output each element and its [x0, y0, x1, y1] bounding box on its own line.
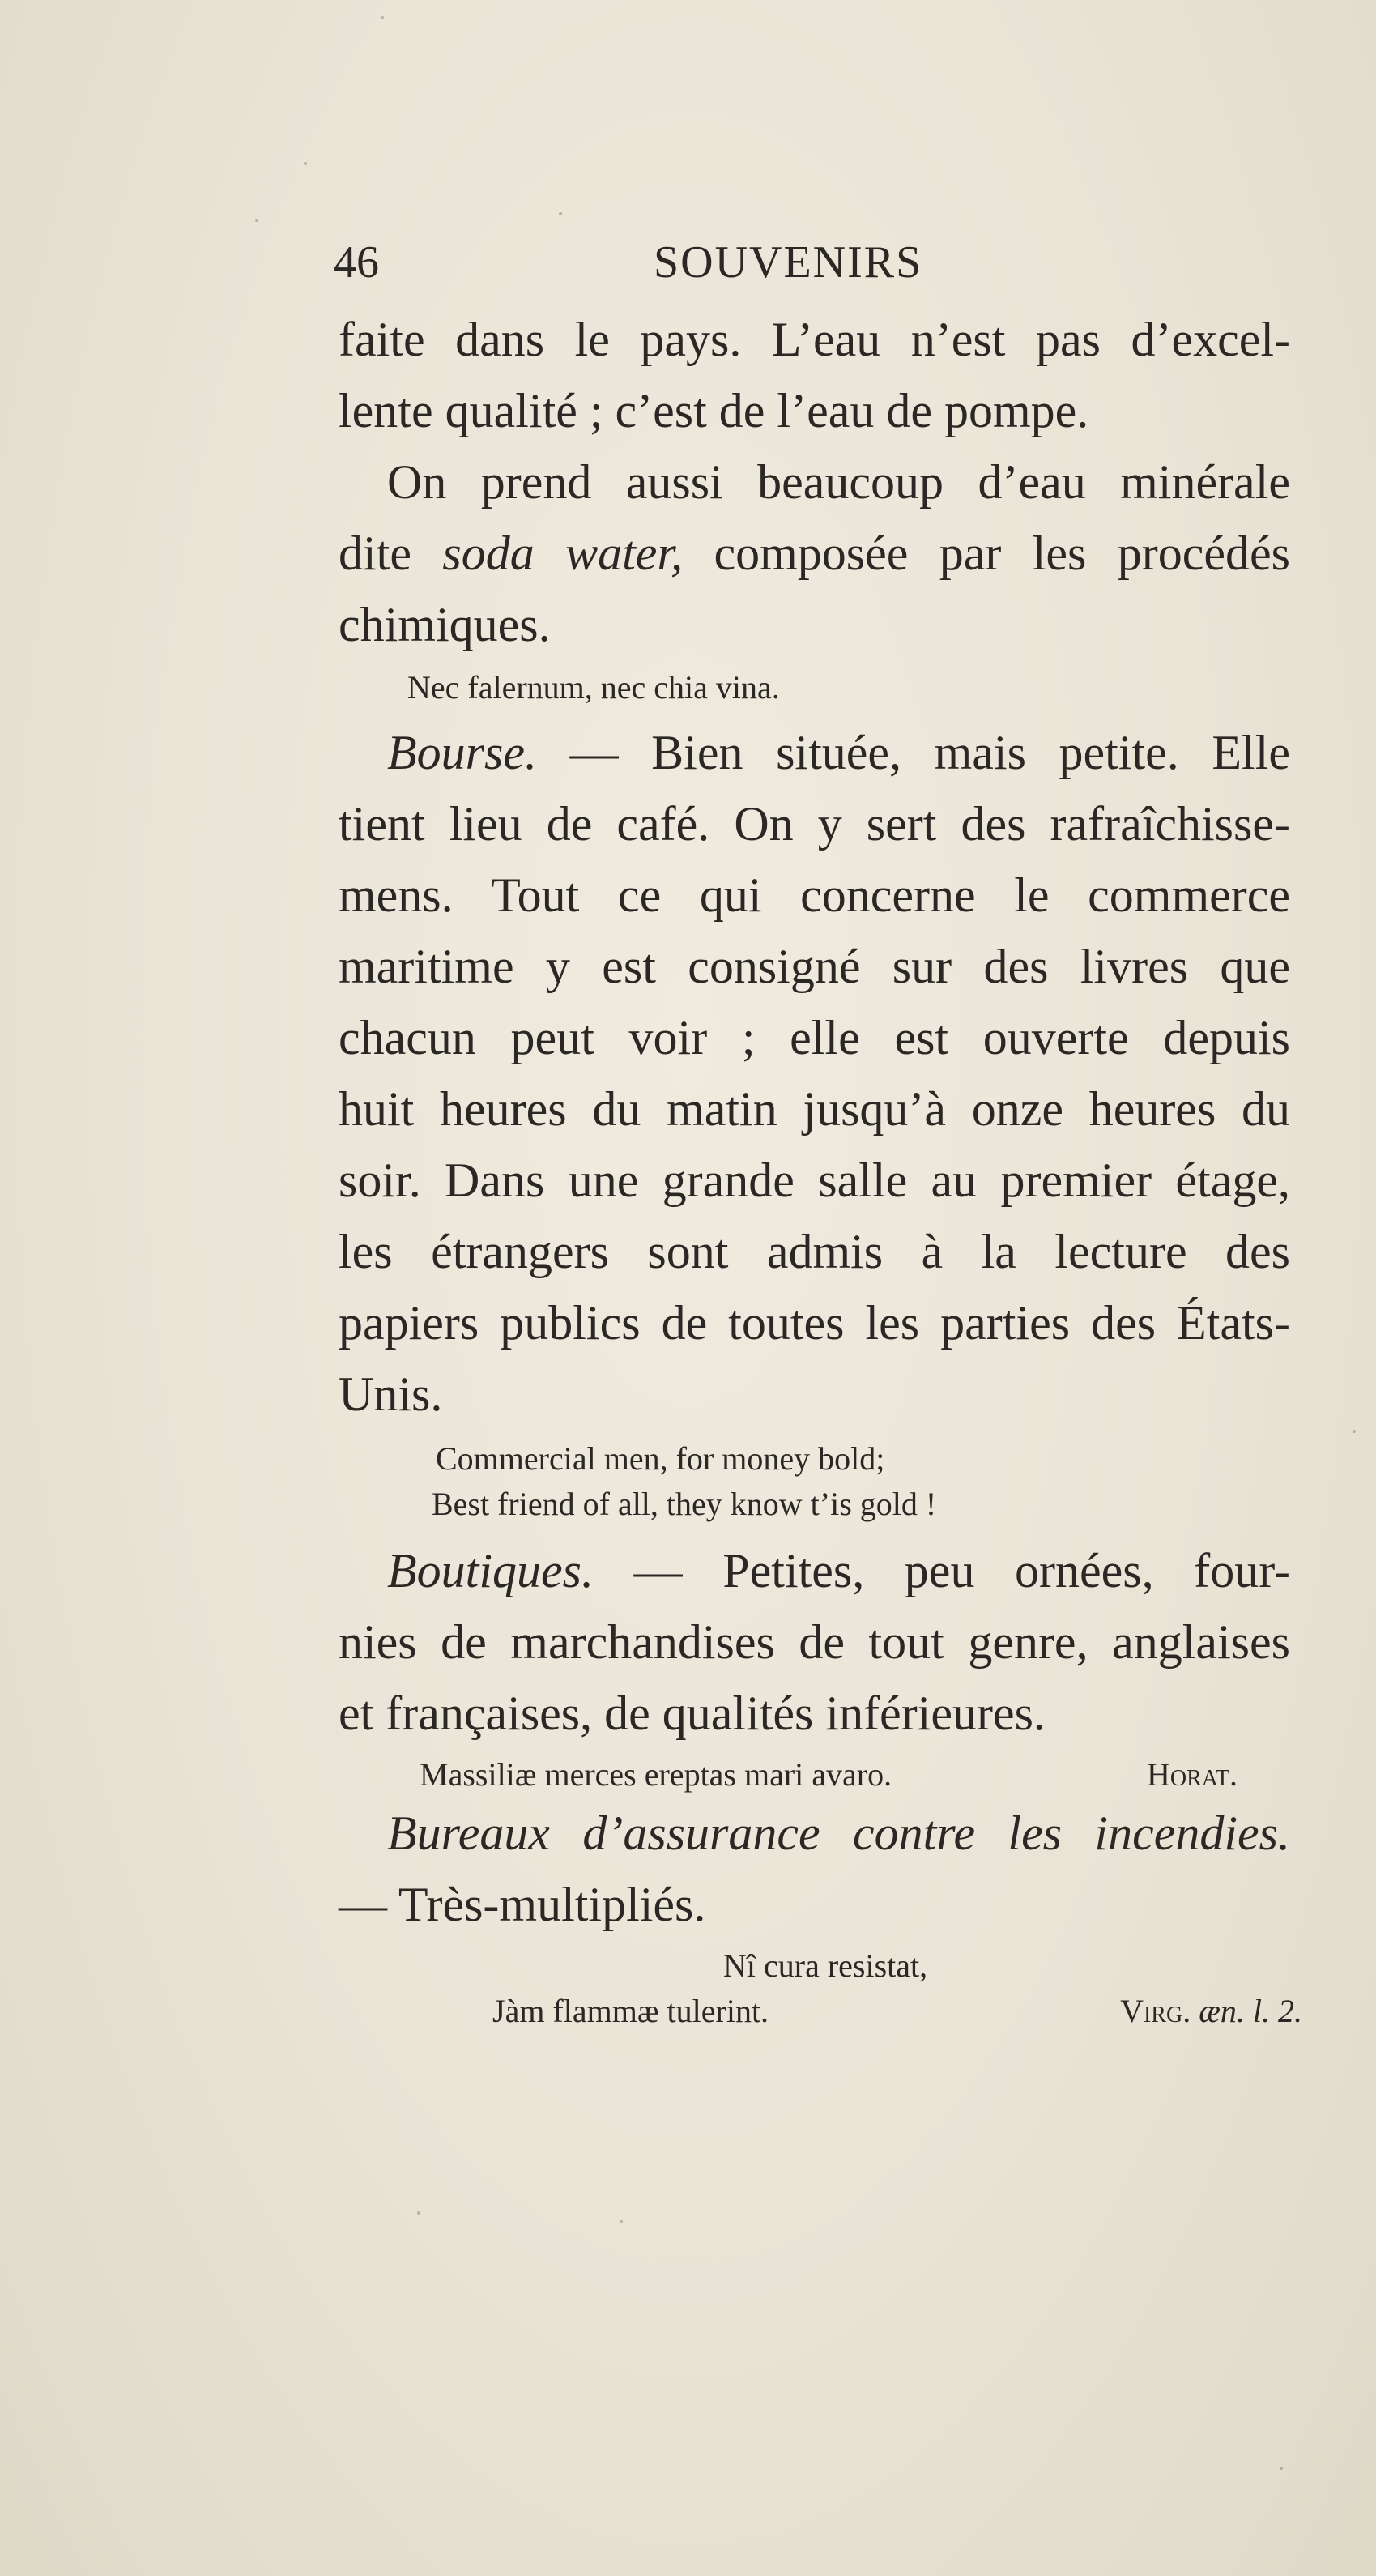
text-line: maritime y est consigné sur des livres que — [339, 940, 1290, 993]
text-fragment: — Petites, peu ornées, four- — [593, 1544, 1290, 1597]
text-line: chimiques. — [339, 598, 551, 651]
text-line: et françaises, de qualités inférieures. — [339, 1687, 1046, 1740]
quote-author: Virg. — [1120, 1993, 1191, 2029]
paper-speck — [304, 162, 307, 165]
text-fragment: composée par les procédés — [683, 527, 1290, 580]
paper-speck — [1353, 1430, 1356, 1433]
running-title: SOUVENIRS — [654, 237, 923, 288]
page-body — [339, 304, 1302, 2034]
epigraph-quote: Best friend of all, they know t’is gold ! — [432, 1486, 937, 1522]
quote-text: Massiliæ merces ereptas mari avaro. — [420, 1756, 892, 1793]
quote-ref: æn. l. 2. — [1191, 1993, 1302, 2029]
paper-speck — [1280, 2467, 1283, 2470]
text-line: huit heures du matin jusqu’à onze heures du — [339, 1082, 1290, 1136]
quote-text: Jàm flammæ tulerint. — [492, 1993, 769, 2029]
section-label-bureaux: Bureaux d’assurance contre les incendies. — [387, 1806, 1290, 1860]
quote-reference — [1120, 1989, 1302, 2034]
page-header — [334, 237, 1297, 301]
text-line — [339, 518, 1290, 589]
epigraph-quote: Nec falernum, nec chia vina. — [407, 669, 780, 706]
text-line: faite dans le pays. L’eau n’est pas d’excel- — [339, 313, 1290, 366]
text-line: nies de marchandises de tout genre, anglaises — [339, 1615, 1290, 1669]
text-line: tient lieu de café. On y sert des rafraîchisse- — [339, 797, 1290, 851]
text-fragment: — Bien située, mais petite. Elle — [536, 726, 1290, 779]
paper-speck — [417, 2211, 420, 2215]
text-line: chacun peut voir ; elle est ouverte depuis — [339, 1011, 1290, 1064]
text-line: — Très-multipliés. — [339, 1878, 706, 1931]
text-line: On prend aussi beaucoup d’eau minérale — [387, 455, 1290, 509]
text-line: les étrangers sont admis à la lecture des — [339, 1225, 1290, 1278]
quote-author: Horat. — [1146, 1756, 1238, 1793]
paper-speck — [381, 16, 384, 19]
text-line: Unis. — [339, 1367, 443, 1421]
epigraph-quote: Nî cura resistat, — [723, 1947, 928, 1984]
section-label-boutiques: Boutiques. — [387, 1544, 594, 1597]
paper-speck — [559, 212, 562, 215]
epigraph-quote — [339, 1989, 1302, 2034]
text-line: papiers publics de toutes les parties des États- — [339, 1296, 1290, 1350]
paper-speck — [255, 219, 258, 222]
text-line: mens. Tout ce qui concerne le commerce — [339, 868, 1290, 922]
text-line — [339, 717, 1290, 788]
epigraph-quote — [339, 1752, 1238, 1798]
text-line — [339, 1535, 1290, 1606]
text-line: lente qualité ; c’est de l’eau de pompe. — [339, 384, 1089, 437]
text-fragment: dite — [339, 527, 443, 580]
emphasis-soda-water: soda water, — [442, 527, 684, 580]
paper-speck — [620, 2220, 623, 2223]
page-number: 46 — [334, 237, 379, 288]
text-line: soir. Dans une grande salle au premier étage, — [339, 1154, 1290, 1207]
section-label-bourse: Bourse. — [387, 726, 537, 779]
epigraph-quote: Commercial men, for money bold; — [436, 1440, 885, 1477]
